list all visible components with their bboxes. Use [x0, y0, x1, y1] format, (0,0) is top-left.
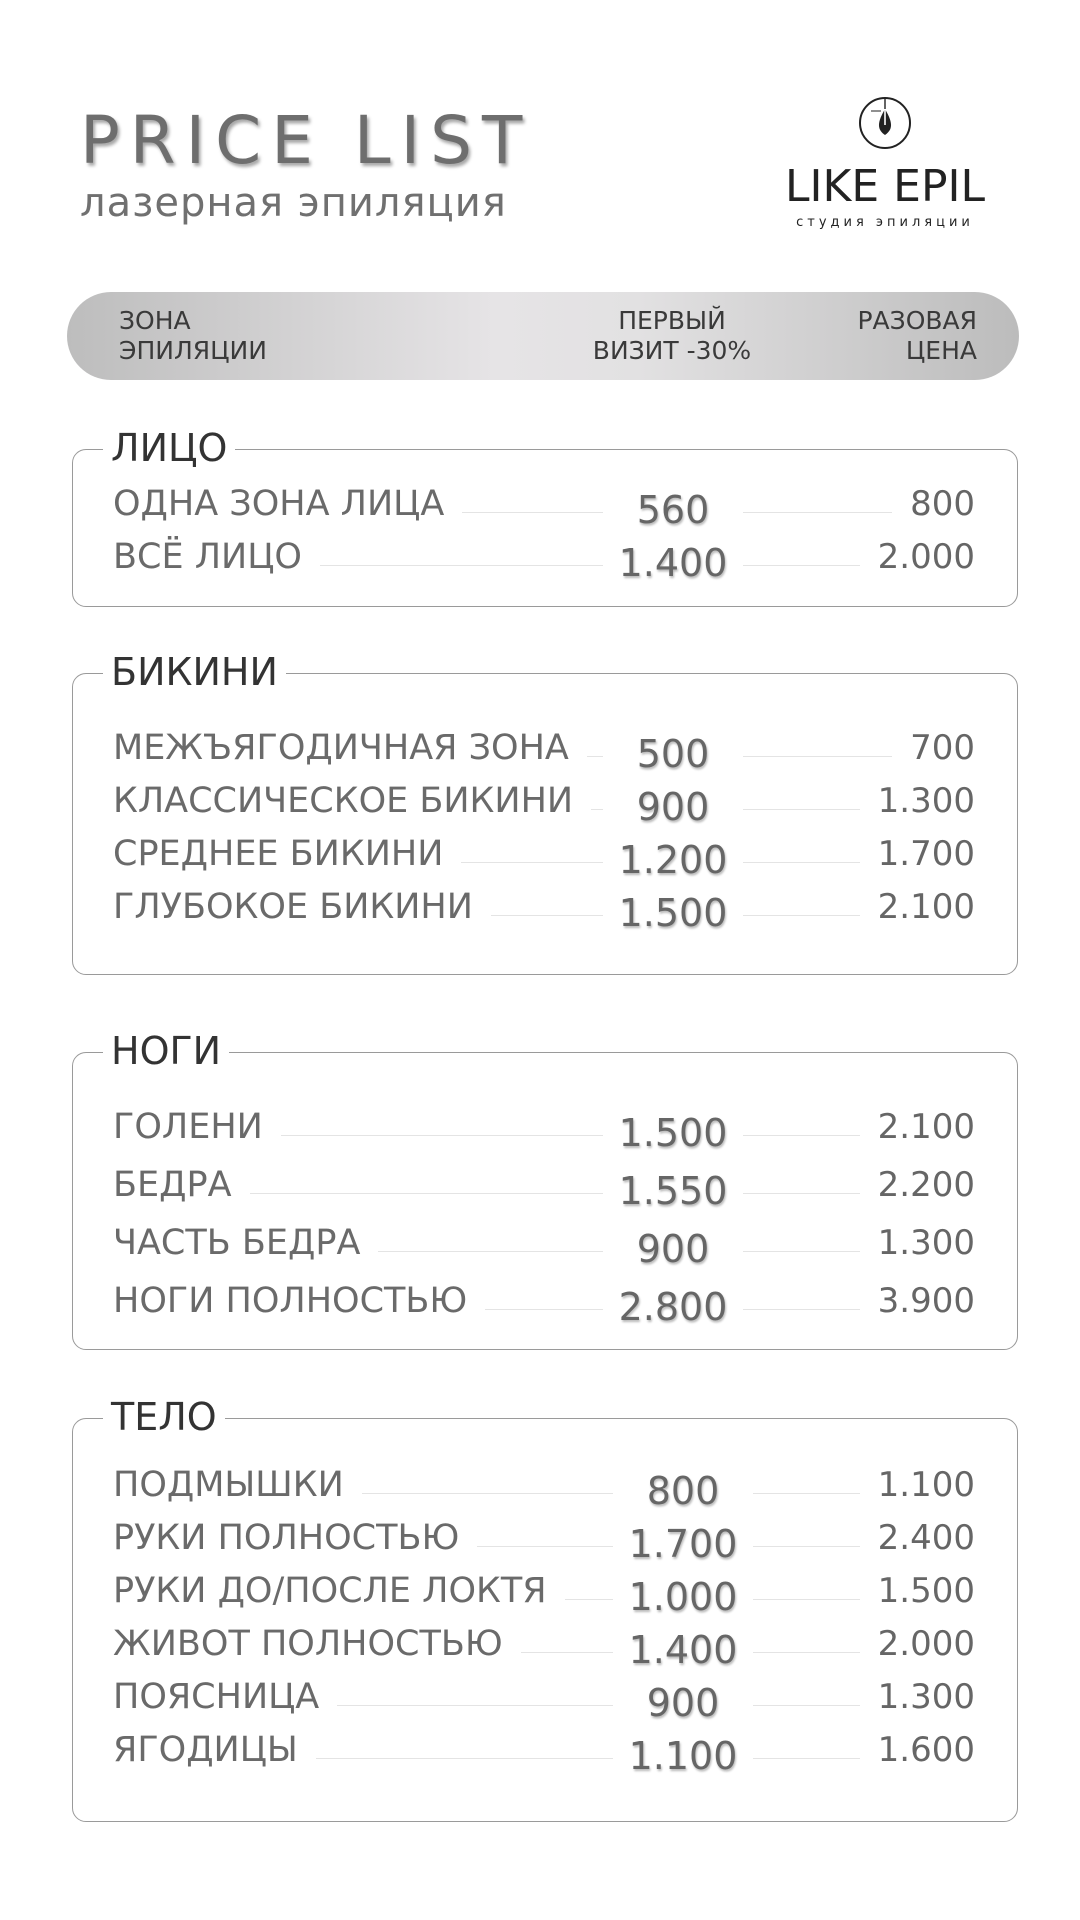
first-visit-price: 1.500 [618, 891, 728, 935]
page-subtitle: лазерная эпиляция [80, 180, 507, 226]
leader-line [743, 862, 860, 863]
leader-line [485, 1309, 603, 1310]
zone-name: ЧАСТЬ БЕДРА [113, 1223, 361, 1263]
price-row [73, 1618, 1017, 1670]
zone-name: ПОЯСНИЦА [113, 1677, 320, 1717]
price-section [72, 1029, 1018, 1350]
price-row [73, 1512, 1017, 1564]
zone-name: ОДНА ЗОНА ЛИЦА [113, 484, 445, 524]
zone-name: РУКИ ПОЛНОСТЬЮ [113, 1518, 460, 1558]
single-price: 1.300 [877, 1223, 975, 1263]
single-price: 1.600 [877, 1730, 975, 1770]
first-visit-price: 1.500 [618, 1111, 728, 1155]
price-row [73, 1159, 1017, 1211]
single-price: 2.000 [877, 1624, 975, 1664]
column-header-first-visit: ПЕРВЫЙ ВИЗИТ -30% [592, 306, 752, 365]
zone-name: МЕЖЪЯГОДИЧНАЯ ЗОНА [113, 728, 569, 768]
section-title: НОГИ [103, 1025, 229, 1077]
first-visit-price: 1.400 [618, 541, 728, 585]
leader-line [753, 1599, 860, 1600]
zone-name: ГЛУБОКОЕ БИКИНИ [113, 887, 473, 927]
single-price: 2.100 [877, 1107, 975, 1147]
single-price: 1.700 [877, 834, 975, 874]
leader-line [462, 512, 603, 513]
leader-line [743, 1193, 860, 1194]
first-visit-price: 1.700 [628, 1522, 738, 1566]
price-row [73, 775, 1017, 827]
brand-tagline: студия эпиляции [796, 215, 974, 230]
price-section [72, 426, 1018, 607]
zone-name: ЖИВОТ ПОЛНОСТЬЮ [113, 1624, 503, 1664]
section-title: ЛИЦО [103, 422, 235, 474]
price-row [73, 881, 1017, 933]
zone-name: БЕДРА [113, 1165, 232, 1205]
leader-line [743, 756, 892, 757]
price-row [73, 1101, 1017, 1153]
price-section [72, 650, 1018, 975]
zone-name: ГОЛЕНИ [113, 1107, 263, 1147]
price-row [73, 1217, 1017, 1269]
section-title: БИКИНИ [103, 646, 286, 698]
brand-name: LIKE EPIL [785, 161, 985, 212]
first-visit-price: 900 [636, 785, 710, 829]
zone-name: КЛАССИЧЕСКОЕ БИКИНИ [113, 781, 574, 821]
leader-line [250, 1193, 603, 1194]
column-header-zone: ЗОНА ЭПИЛЯЦИИ [119, 306, 267, 365]
single-price: 2.000 [877, 537, 975, 577]
single-price: 3.900 [877, 1281, 975, 1321]
single-price: 1.300 [877, 1677, 975, 1717]
leader-line [753, 1758, 860, 1759]
leader-line [743, 809, 860, 810]
single-price: 1.500 [877, 1571, 975, 1611]
leader-line [477, 1546, 613, 1547]
price-row [73, 1565, 1017, 1617]
leader-line [461, 862, 603, 863]
column-header-single-price: РАЗОВАЯ ЦЕНА [857, 306, 977, 365]
hair-follicle-icon [857, 95, 913, 151]
price-row [73, 1671, 1017, 1723]
first-visit-price: 2.800 [618, 1285, 728, 1329]
price-row [73, 1275, 1017, 1327]
first-visit-price: 1.000 [628, 1575, 738, 1619]
leader-line [753, 1493, 860, 1494]
leader-line [337, 1705, 613, 1706]
leader-line [743, 1251, 860, 1252]
page-title: PRICE LIST [80, 102, 533, 179]
leader-line [743, 565, 860, 566]
leader-line [316, 1758, 613, 1759]
first-visit-price: 1.100 [628, 1734, 738, 1778]
first-visit-price: 500 [636, 732, 710, 776]
first-visit-price: 800 [646, 1469, 720, 1513]
zone-name: НОГИ ПОЛНОСТЬЮ [113, 1281, 468, 1321]
leader-line [753, 1546, 860, 1547]
first-visit-price: 1.550 [618, 1169, 728, 1213]
price-row [73, 722, 1017, 774]
leader-line [320, 565, 603, 566]
leader-line [362, 1493, 613, 1494]
single-price: 800 [910, 484, 975, 524]
leader-line [743, 512, 892, 513]
first-visit-price: 900 [646, 1681, 720, 1725]
leader-line [491, 915, 603, 916]
zone-name: СРЕДНЕЕ БИКИНИ [113, 834, 444, 874]
leader-line [753, 1705, 860, 1706]
first-visit-price: 900 [636, 1227, 710, 1271]
single-price: 2.200 [877, 1165, 975, 1205]
single-price: 2.100 [877, 887, 975, 927]
zone-name: ВСЁ ЛИЦО [113, 537, 302, 577]
single-price: 1.100 [877, 1465, 975, 1505]
section-title: ТЕЛО [103, 1391, 225, 1443]
zone-name: РУКИ ДО/ПОСЛЕ ЛОКТЯ [113, 1571, 547, 1611]
brand-logo [770, 95, 1000, 230]
first-visit-price: 1.200 [618, 838, 728, 882]
price-row [73, 478, 1017, 530]
price-section [72, 1395, 1018, 1822]
leader-line [281, 1135, 603, 1136]
single-price: 700 [910, 728, 975, 768]
single-price: 2.400 [877, 1518, 975, 1558]
price-row [73, 1459, 1017, 1511]
price-row [73, 531, 1017, 583]
first-visit-price: 1.400 [628, 1628, 738, 1672]
leader-line [743, 915, 860, 916]
leader-line [743, 1309, 860, 1310]
price-row [73, 1724, 1017, 1776]
leader-line [521, 1652, 613, 1653]
single-price: 1.300 [877, 781, 975, 821]
leader-line [753, 1652, 860, 1653]
zone-name: ЯГОДИЦЫ [113, 1730, 298, 1770]
leader-line [378, 1251, 603, 1252]
price-row [73, 828, 1017, 880]
column-header-bar [67, 292, 1019, 380]
leader-line [743, 1135, 860, 1136]
first-visit-price: 560 [636, 488, 710, 532]
zone-name: ПОДМЫШКИ [113, 1465, 344, 1505]
